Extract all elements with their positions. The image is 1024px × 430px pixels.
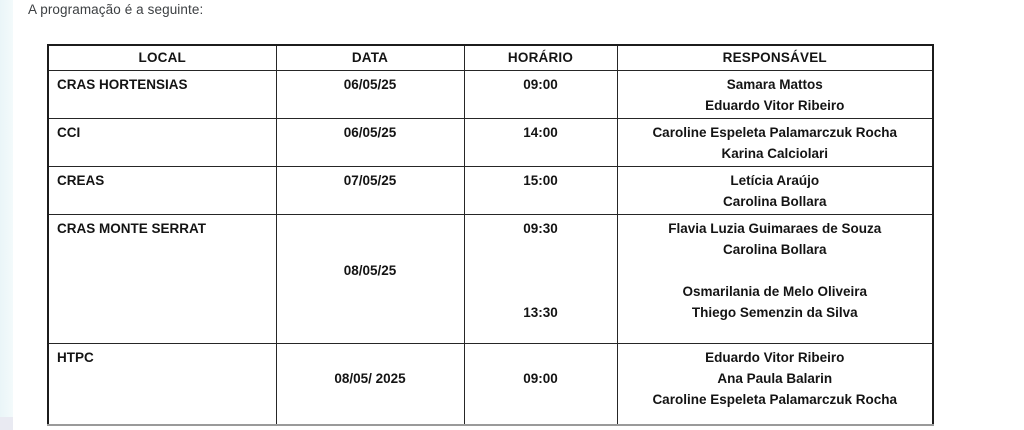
page-left-edge bbox=[0, 0, 13, 430]
table-row bbox=[48, 70, 933, 118]
cell-line: Karina Calciolari bbox=[721, 145, 829, 161]
cell-data bbox=[276, 214, 464, 343]
cell-line: 08/05/ 2025 bbox=[334, 370, 406, 386]
cell-data bbox=[276, 70, 464, 118]
cell-line bbox=[469, 260, 613, 281]
cell-line: CRAS HORTENSIAS bbox=[57, 76, 188, 92]
cell-responsavel bbox=[617, 70, 933, 118]
cell-data bbox=[276, 118, 464, 166]
table-row bbox=[48, 118, 933, 166]
cell-line: Carolina Bollara bbox=[722, 193, 827, 209]
table-row bbox=[48, 214, 933, 343]
cell-line: Thiego Semenzin da Silva bbox=[691, 304, 858, 320]
cell-line: 06/05/25 bbox=[343, 124, 397, 140]
cell-line: Carolina Bollara bbox=[722, 241, 827, 257]
cell-line: Osmarilania de Melo Oliveira bbox=[682, 283, 868, 299]
schedule-table-body bbox=[48, 70, 933, 425]
cell-responsavel bbox=[617, 166, 933, 214]
cell-local bbox=[48, 214, 276, 343]
cell-line: 15:00 bbox=[523, 172, 558, 188]
cell-line bbox=[281, 347, 460, 368]
cell-line: 09:00 bbox=[523, 370, 558, 386]
cell-line: Letícia Araújo bbox=[730, 172, 820, 188]
cell-local bbox=[48, 166, 276, 214]
cell-line: 06/05/25 bbox=[343, 76, 397, 92]
cell-local bbox=[48, 343, 276, 425]
cell-line: 09:00 bbox=[523, 76, 558, 92]
cell-line: Eduardo Vitor Ribeiro bbox=[705, 97, 845, 113]
cell-horario bbox=[464, 70, 617, 118]
cell-line: Caroline Espeleta Palamarczuk Rocha bbox=[652, 391, 898, 407]
cell-horario bbox=[464, 118, 617, 166]
cell-line: CRAS MONTE SERRAT bbox=[57, 220, 207, 236]
page-left-edge-lavender bbox=[0, 417, 13, 430]
cell-line bbox=[281, 218, 460, 239]
cell-line bbox=[622, 260, 929, 281]
cell-responsavel bbox=[617, 214, 933, 343]
cell-line: Samara Mattos bbox=[726, 76, 823, 92]
cell-horario bbox=[464, 166, 617, 214]
page-left-edge-blue bbox=[0, 0, 13, 417]
cell-horario bbox=[464, 214, 617, 343]
header-local: LOCAL bbox=[48, 45, 276, 70]
cell-line bbox=[469, 281, 613, 302]
cell-line bbox=[469, 347, 613, 368]
cell-local bbox=[48, 70, 276, 118]
cell-local bbox=[48, 118, 276, 166]
table-header-row bbox=[48, 45, 933, 70]
cell-line bbox=[469, 239, 613, 260]
cell-line: Caroline Espeleta Palamarczuk Rocha bbox=[652, 124, 898, 140]
cell-line: 13:30 bbox=[523, 304, 558, 320]
cell-responsavel bbox=[617, 118, 933, 166]
cell-horario bbox=[464, 343, 617, 425]
schedule-table bbox=[47, 44, 934, 426]
header-responsavel: RESPONSÁVEL bbox=[617, 45, 933, 70]
header-horario: HORÁRIO bbox=[464, 45, 617, 70]
cell-responsavel bbox=[617, 343, 933, 425]
cell-line bbox=[281, 239, 460, 260]
cell-line: CCI bbox=[57, 124, 81, 140]
header-data: DATA bbox=[276, 45, 464, 70]
cell-data bbox=[276, 343, 464, 425]
table-row bbox=[48, 343, 933, 425]
cell-line: CREAS bbox=[57, 172, 105, 188]
intro-text: A programação é a seguinte: bbox=[28, 2, 204, 17]
table-row bbox=[48, 166, 933, 214]
cell-line: 14:00 bbox=[523, 124, 558, 140]
cell-line: HTPC bbox=[57, 349, 94, 365]
cell-line: Ana Paula Balarin bbox=[717, 370, 833, 386]
cell-line: 09:30 bbox=[523, 220, 558, 236]
cell-line: Flavia Luzia Guimaraes de Souza bbox=[668, 220, 882, 236]
cell-line: 07/05/25 bbox=[343, 172, 397, 188]
cell-line: 08/05/25 bbox=[343, 262, 397, 278]
cell-data bbox=[276, 166, 464, 214]
cell-line: Eduardo Vitor Ribeiro bbox=[705, 349, 845, 365]
